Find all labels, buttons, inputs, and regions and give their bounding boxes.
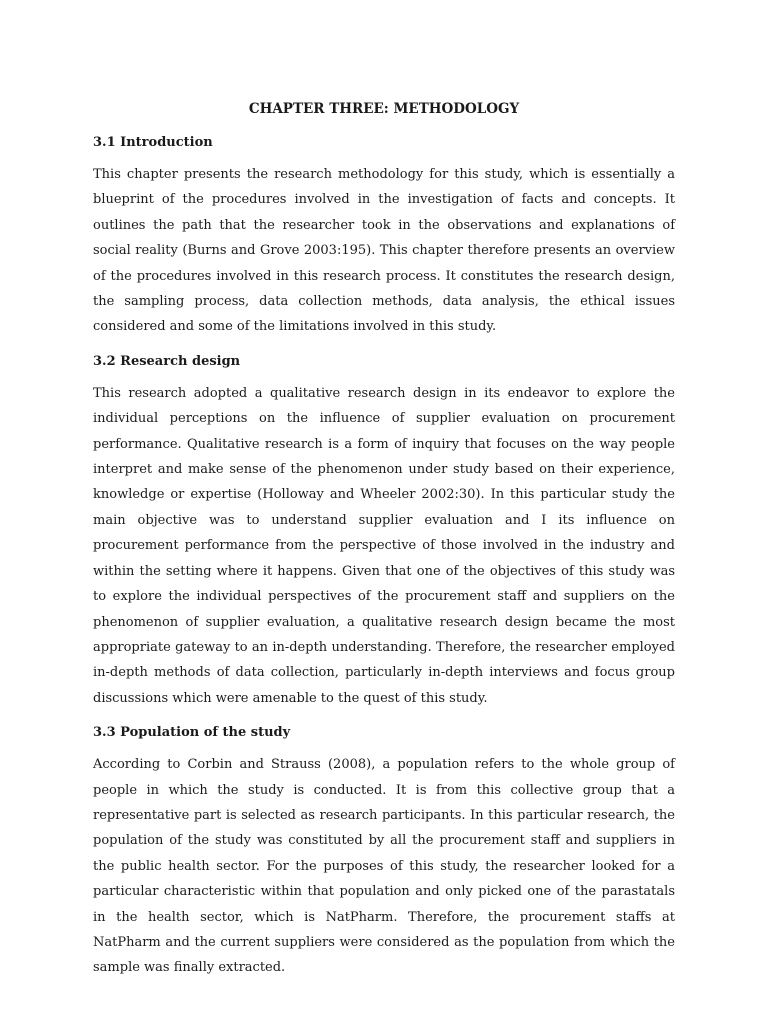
research-design-paragraph: This research adopted a qualitative research design in its endeavor to explore the individual perceptions on the influence of supplier evaluation on procurement performance. Qualitative research is a form of inquiry that focuses on the way people interpret and make sense of the phenomenon under study based on their experience, knowledge or expertise (Holloway and Wheeler 2002:30). In this particular study the main objective was to understand supplier evaluation and I its influence on procurement performance from the perspective of those involved in the industry and within the setting where it happens. Given that one of the objectives of this study was to explore the individual perspectives of the procurement staff and suppliers on the phenomenon of supplier evaluation, a qualitative research design became the most appropriate gateway to an in-depth understanding. Therefore, the researcher employed in-depth methods of data collection, particularly in-depth interviews and focus group discussions which were amenable to the quest of this study. bbox=[93, 385, 675, 706]
section-heading-introduction: 3.1 Introduction bbox=[93, 135, 213, 150]
chapter-title: CHAPTER THREE: METHODOLOGY bbox=[248, 101, 520, 117]
introduction-paragraph: This chapter presents the research methodology for this study, which is essentially a blueprint of the procedures involved in the investigation of facts and concepts. It outlines the path that the researcher took in the observations and explanations of social reality (Burns and Grove 2003:195). This chapter therefore presents an overview of the procedures involved in this research process. It constitutes the research design, the sampling process, data collection methods, data analysis, the ethical issues considered and some of the limitations involved in this study. bbox=[93, 167, 675, 335]
population-paragraph: According to Corbin and Strauss (2008), a population refers to the whole group of people in which the study is conducted. It is from this collective group that a representative part is selected as research participants. In this particular research, the population of the study was constituted by all the procurement staff and suppliers in the public health sector. For the purposes of this study, the researcher looked for a particular characteristic within that population and only picked one of the parastatals in the health sector, which is NatPharm. Therefore, the procurement staffs at NatPharm and the current suppliers were considered as the population from which the sample was finally extracted. bbox=[93, 757, 675, 976]
document-page bbox=[93, 99, 675, 993]
section-heading-population: 3.3 Population of the study bbox=[93, 725, 291, 741]
section-heading-research-design: 3.2 Research design bbox=[93, 353, 241, 369]
